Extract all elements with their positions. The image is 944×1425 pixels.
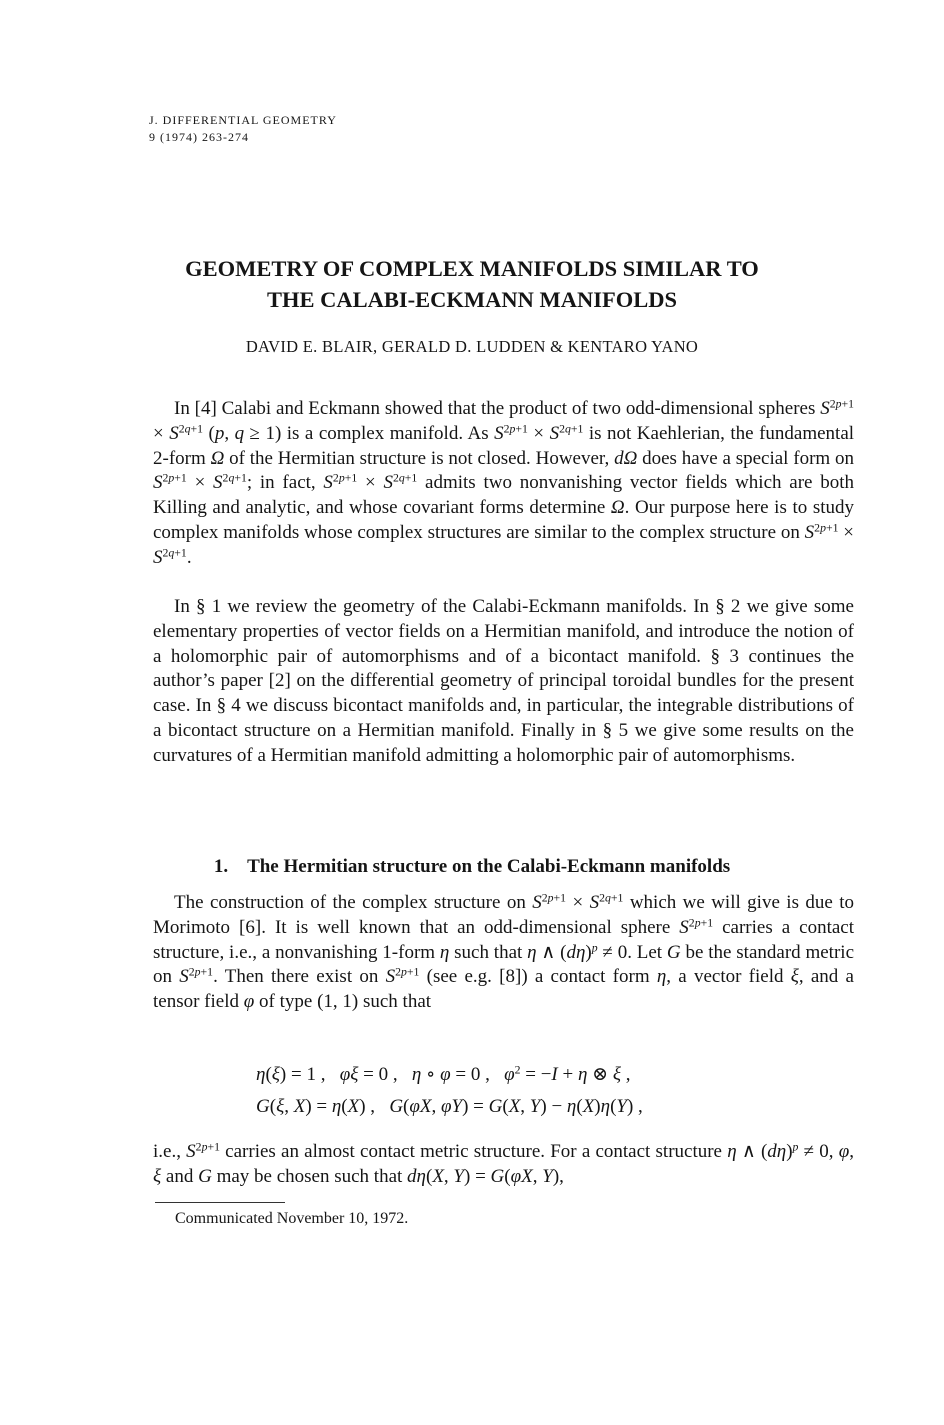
intro-paragraph-2: In § 1 we review the geometry of the Calabi-Eckmann manifolds. In § 2 we give some elementary properties of vector fields on a Hermitian manifold, and introduce the notion of a holomorphic pair of automorphisms and of a bicontact manifold. § 3 continues the author’s paper [2] on the differential geometry of principal toroidal bundles for the present case. In § 4 we discuss bicontact manifolds and, in particular, the integrable distributions of a bicontact structure on a Hermitian manifold. Finally in § 5 we give some results on the curvatures of a Hermitian manifold admitting a holomorphic pair of automorphisms.	[153, 596, 854, 766]
authors: DAVID E. BLAIR, GERALD D. LUDDEN & KENTARO YANO	[245, 337, 699, 356]
journal-header	[149, 112, 337, 146]
section-1-heading: 1. The Hermitian structure on the Calabi-Eckmann manifolds	[213, 856, 731, 877]
equation-1: η(ξ) = 1 , φξ = 0 , η ∘ φ = 0 , $\varphi^2 = -I + \eta$ ⊗ ξ ,	[256, 1063, 631, 1085]
equation-2: G(ξ, X) = η(X) , G(φX, φY) = G(X, Y) − η(X)η(Y) ,	[256, 1096, 643, 1117]
title-line-1: GEOMETRY OF COMPLEX MANIFOLDS SIMILAR TO	[185, 256, 759, 281]
footnote-rule	[155, 1202, 285, 1203]
section-1-paragraph: The construction of the complex structure on $S^{2p+1} \times S^{2q+1}$ which we will give is due to Morimoto [6]. It is well known that an odd-dimensional sphere $S^{2p+1}$ carries a contact structure, i.e., a nonvanishing 1-form η such that η ∧ $(d\eta)^p \ne 0$. Let G be the standard metric on $S^{2p+1}$. Then there exist on $S^{2p+1}$ (see e.g. [8]) a contact form η, a vector field ξ, and a tensor field φ of type (1, 1) such that	[153, 891, 854, 1013]
section-1-paragraph-2: i.e., $S^{2p+1}$ carries an almost contact metric structure. For a contact structure η ∧ $(d\eta)^p \ne 0$, φ, ξ and G may be chosen such that dη(X, Y) = G(φX, Y),	[153, 1140, 854, 1187]
paper-title	[0, 253, 944, 315]
title-line-2: THE CALABI-ECKMANN MANIFOLDS	[266, 287, 678, 312]
journal-name: J. DIFFERENTIAL GEOMETRY	[149, 113, 337, 127]
intro-paragraph-1: In [4] Calabi and Eckmann showed that the product of two odd-dimensional spheres $S^{2p+1} \times S^{2q+1}$ (p, q ≥ 1) is a complex manifold. As $S^{2p+1} \times S^{2q+1}$ is not Kaehlerian, the fundamental 2-form Ω of the Hermitian structure is not closed. However, dΩ does have a special form on $S^{2p+1} \times S^{2q+1}$; in fact, $S^{2p+1} \times S^{2q+1}$ admits two nonvanishing vector fields which are both Killing and analytic, and whose covariant forms determine Ω. Our purpose here is to study complex manifolds whose complex structures are similar to the complex structure on $S^{2p+1} \times S^{2q+1}$.	[153, 397, 855, 568]
journal-volume: 9 (1974) 263-274	[149, 130, 249, 144]
footnote: Communicated November 10, 1972.	[175, 1210, 409, 1227]
